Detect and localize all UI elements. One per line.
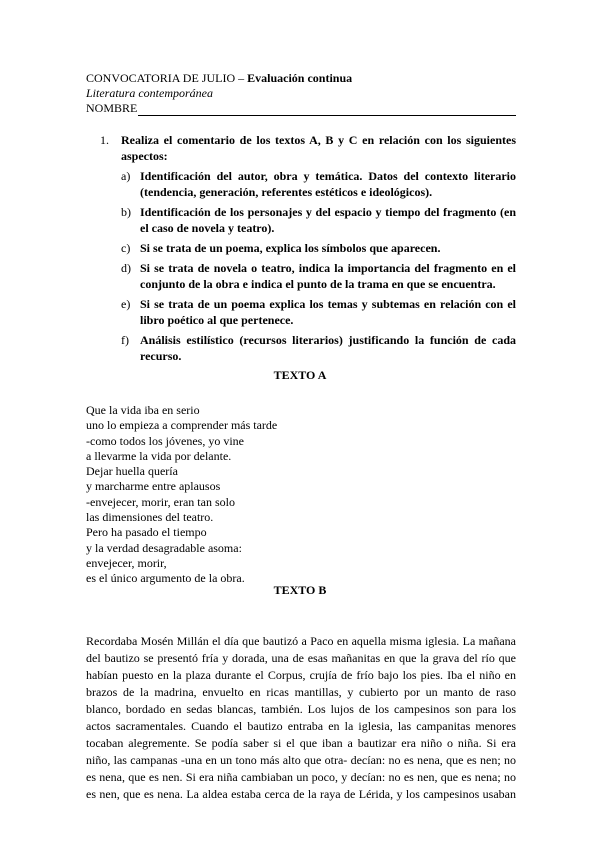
poem-verse: y la verdad desagradable asoma: (86, 540, 242, 555)
question-1 (100, 132, 516, 368)
aspect-letter: c) (121, 241, 131, 255)
poem-verse: y marcharme entre aplausos (86, 479, 221, 494)
exam-header (86, 71, 516, 116)
prose-line: Recordaba Mosén Millán el día que bautizó a Paco en aquella misma iglesia. La mañana (86, 634, 516, 648)
prose-line: del bautizo se presentó fría y dorada, una de esas mañanitas en que la grava del río que (86, 651, 516, 665)
poem-verse: las dimensiones del teatro. (86, 510, 214, 525)
prose-line: actos sacramentales. Cuando el bautizo entraba en la iglesia, las campanitas menores (86, 719, 516, 733)
aspect-letter: b) (121, 205, 131, 219)
aspect-text: Si se trata de novela o teatro, indica la importancia del fragmento en el conjunto de la obra e indica el punto de la trama en que se encuentra. (140, 261, 516, 291)
texto-b-title: TEXTO B (273, 583, 327, 597)
aspect-text: Análisis estilístico (recursos literarios) justificando la función de cada recurso. (140, 333, 516, 363)
aspect-text: Identificación del autor, obra y temática. Datos del contexto literario (tendencia, generación, referentes estéticos e ideológicos). (140, 169, 516, 199)
aspect-letter: d) (121, 261, 131, 275)
aspect-text: Identificación de los personajes y del espacio y tiempo del fragmento (en el caso de novela y teatro). (140, 205, 516, 235)
poem-verse: envejecer, morir, (86, 555, 167, 570)
aspect-letter: e) (121, 297, 131, 311)
aspect-text: Si se trata de un poema, explica los símbolos que aparecen. (140, 241, 441, 255)
prose-line: es nen, que es nena. La aldea estaba cerca de la raya de Lérida, y los campesinos usaban (86, 787, 516, 801)
prose-line: blanco, bordado en sedas blancas, también. Los lujos de los campesinos son para los (86, 702, 516, 716)
prose-line: brazos de la madrina, envuelto en ricas mantillas, y cubierto por un manto de raso (86, 685, 516, 699)
question-text: Realiza el comentario de los textos A, B y C en relación con los siguientes aspectos: (121, 133, 516, 163)
aspect-item (121, 332, 516, 364)
question-number: 1. (100, 133, 109, 147)
prose-line: es nena, que es nen. Si era niña cambiaban un poco, y decían: no es nen, que es nena; no (86, 770, 516, 784)
exam-title: CONVOCATORIA DE JULIO – Evaluación continua (86, 71, 353, 85)
prose-line: niño, las campanas -una en un tono más alto que otra- decían: no es nena, que es nen; no (86, 753, 516, 767)
poem-verse: Que la vida iba en serio (86, 403, 200, 417)
poem-verse: Pero ha pasado el tiempo (86, 525, 207, 540)
aspect-item (121, 260, 516, 292)
poem-verse: a llevarme la vida por delante. (86, 448, 232, 463)
aspect-item (121, 296, 516, 328)
prose-line: habían puesto en la plaza durante el Corpus, crujía de frío bajo los pies. Iba el niño en (86, 668, 516, 682)
name-blank-line (138, 103, 516, 116)
poem-verse: uno lo empieza a comprender más tarde (86, 418, 278, 433)
course-name: Literatura contemporánea (86, 86, 213, 100)
aspect-list (100, 168, 516, 364)
aspect-letter: f) (121, 333, 129, 347)
poem-verse: -como todos los jóvenes, yo vine (86, 433, 244, 448)
texto-a-title: TEXTO A (273, 368, 327, 382)
name-label: NOMBRE (86, 101, 138, 115)
name-field (86, 101, 516, 116)
exam-title-bold: Evaluación continua (247, 71, 353, 85)
poem-verse: -envejecer, morir, eran tan solo (86, 494, 235, 509)
aspect-item (121, 168, 516, 200)
texto-b-prose (86, 633, 516, 803)
poem-verse: es el único argumento de la obra. (86, 571, 245, 586)
aspect-letter: a) (121, 169, 131, 183)
aspect-item (121, 240, 516, 256)
aspect-text: Si se trata de un poema explica los temas y subtemas en relación con el libro poético al que pertenece. (140, 297, 516, 327)
prose-line: tocaban alegremente. Se podía saber si el que iban a bautizar era niño o niña. Si era (86, 736, 516, 750)
poem-verse: Dejar huella quería (86, 464, 178, 479)
aspect-item (121, 204, 516, 236)
question-statement (100, 132, 516, 164)
texto-a-poem (86, 403, 277, 587)
